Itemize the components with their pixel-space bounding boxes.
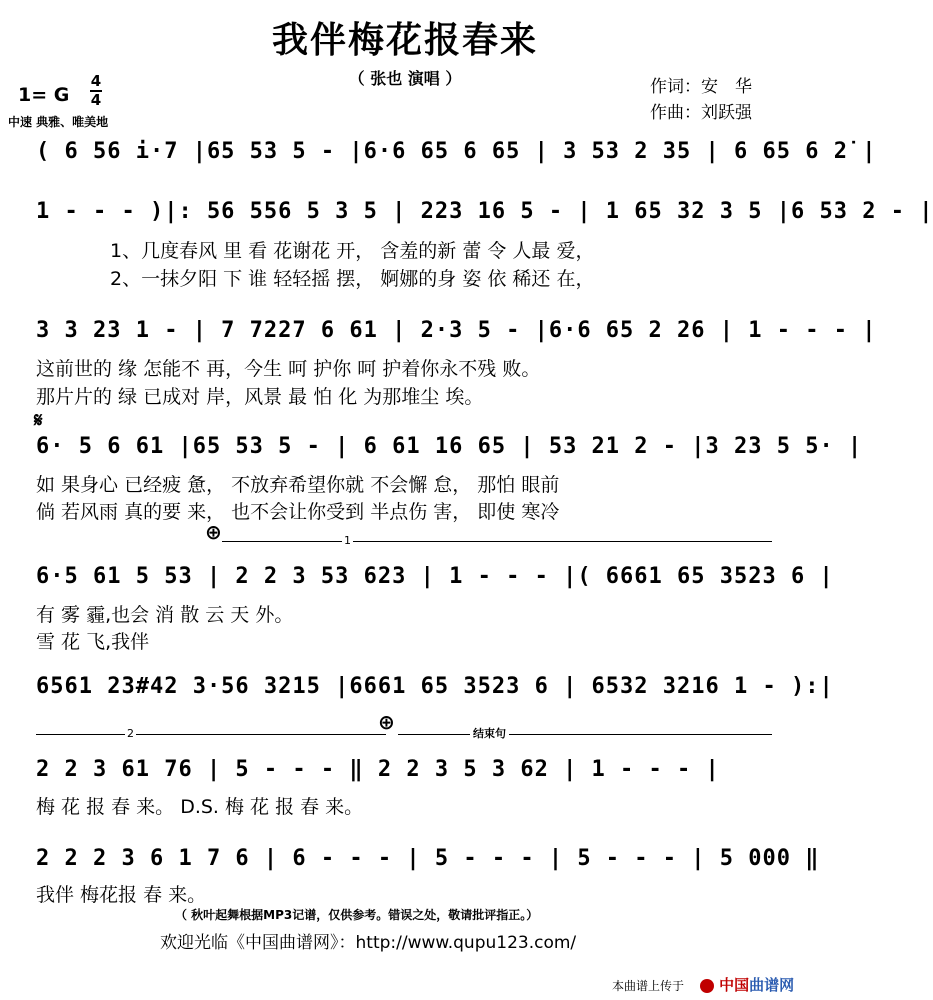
lyrics-row-5-verse-2: 雪 花 飞,我伴: [36, 631, 150, 653]
volta-2-bracket: [36, 734, 386, 735]
transcription-notice: （ 秋叶起舞根据MP3记谱，仅供参考。错误之处，敬请批评指正。）: [175, 908, 539, 922]
volta-1-bracket: [222, 541, 772, 542]
notation-row-3: 3 3 23 1 - | 7 7227 6 61 | 2·3 5 - |6·6 65 2 26 | 1 - - - |: [36, 318, 877, 343]
coda-sign-1: ⊕: [205, 520, 222, 544]
song-title: 我伴梅花报春来: [271, 20, 538, 61]
lyrics-row-2-verse-2: 2、一抹夕阳 下 谁 轻轻摇 摆， 婀娜的身 姿 依 稀还 在，: [110, 268, 595, 290]
notation-row-1: ( 6 56 i·7 |65 53 5 - |6·6 65 6 65 | 3 53 2 35 | 6 65 6 2̇ |: [36, 139, 877, 164]
coda-sign-2: ⊕: [378, 710, 395, 734]
notation-row-4: 6· 5 6 61 |65 53 5 - | 6 61 16 65 | 53 21 2 - |3 23 5 5· |: [36, 434, 863, 459]
notation-row-5: 6·5 61 5 53 | 2 2 3 53 623 | 1 - - - |( 6661 65 3523 6 |: [36, 564, 834, 589]
site-logo: [700, 974, 794, 995]
time-signature-top: 4: [90, 72, 102, 90]
upload-note: 本曲谱上传于: [612, 979, 685, 993]
logo-text-b: 曲谱网: [749, 976, 795, 994]
notation-row-2: 1 - - - )|: 56 556 5 3 5 | 223 16 5 - | 1 65 32 3 5 |6 53 2 - |: [36, 199, 933, 224]
lyrics-row-5-verse-1: 有 雾 霾,也会 消 散 云 天 外。: [36, 604, 294, 626]
ending-label: 结束句: [470, 725, 509, 741]
lyrics-row-2-verse-1: 1、几度春风 里 看 花谢花 开， 含羞的新 蕾 令 人最 爱，: [110, 240, 595, 262]
lyricist-credit: 作词：安 华: [650, 77, 752, 97]
notation-row-6: 6561 23#42 3·56 3215 |6661 65 3523 6 | 6532 3216 1 - ):|: [36, 674, 834, 699]
lyrics-row-3-verse-1: 这前世的 缘 怎能不 再，今生 呵 护你 呵 护着你永不残 败。: [36, 358, 541, 380]
time-signature: [90, 74, 102, 108]
logo-text-a: 中国: [719, 976, 750, 994]
time-signature-bottom: 4: [90, 91, 102, 109]
ending-bracket: [398, 734, 772, 735]
site-welcome: 欢迎光临《中国曲谱网》：http://www.qupu123.com/: [160, 933, 577, 953]
composer-credit: 作曲：刘跃强: [650, 103, 752, 123]
key-signature: 1= G: [18, 84, 70, 106]
volta-1-label: 1: [344, 534, 351, 547]
singer-credit: （ 张也 演唱 ）: [348, 69, 462, 88]
tempo-marking: 中速 典雅、唯美地: [8, 115, 109, 129]
notation-row-8: 2 2 2 3 6 1 7 6 | 6 - - - | 5 - - - | 5 - - - | 5 000 ‖: [36, 846, 820, 871]
notation-row-7: 2 2 3 61 76 | 5 - - - ‖ 2 2 3 5 3 62 | 1 - - - |: [36, 757, 720, 782]
volta-2-label: 2: [127, 727, 134, 740]
logo-icon: [700, 979, 714, 993]
lyrics-row-7: 梅 花 报 春 来。 D.S. 梅 花 报 春 来。: [36, 796, 364, 818]
lyrics-row-4-verse-1: 如 果身心 已经疲 惫， 不放弃希望你就 不会懈 怠， 那怕 眼前: [36, 474, 560, 496]
segno-sign: 𝄋: [34, 408, 43, 432]
lyrics-row-3-verse-2: 那片片的 绿 已成对 岸，风景 最 怕 化 为那堆尘 埃。: [36, 386, 484, 408]
lyrics-row-8: 我伴 梅花报 春 来。: [36, 884, 207, 906]
lyrics-row-4-verse-2: 倘 若风雨 真的要 来， 也不会让你受到 半点伤 害， 即使 寒冷: [36, 501, 560, 523]
